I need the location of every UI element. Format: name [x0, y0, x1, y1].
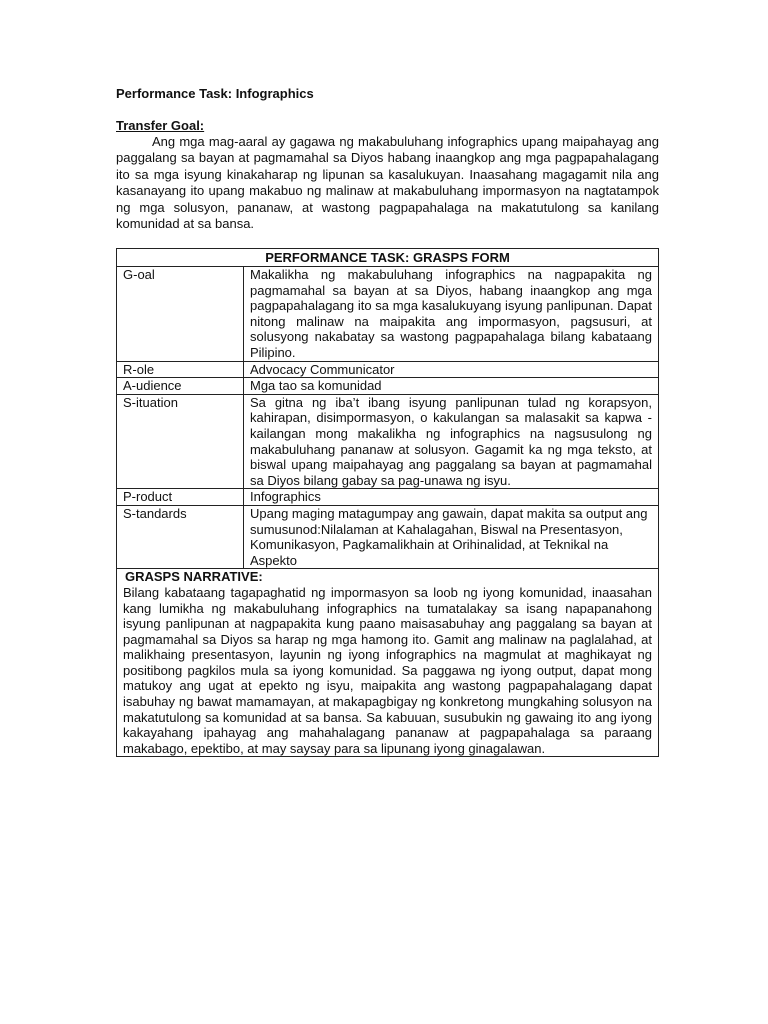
grasps-value-role: Advocacy Communicator	[244, 361, 659, 378]
grasps-label-audience: A-udience	[117, 378, 244, 395]
grasps-value-standards: Upang maging matagumpay ang gawain, dapat makita sa output ang sumusunod:Nilalaman at Kahalagahan, Biswal na Presentasyon, Komunikasyon, Pagkamalikhain at Orihinalidad, at Teknikal na Aspekto	[244, 505, 659, 568]
document-page	[116, 86, 659, 757]
grasps-row-standards	[117, 505, 659, 568]
grasps-narrative-text: Bilang kabataang tagapaghatid ng impormasyon sa loob ng iyong komunidad, inaasahan kang lumikha ng makabuluhang infographics na tumatalakay sa isang napapanahong isyung panlipunan at nagpapakita kung paano maisasabuhay ang paggalang sa bayan at pagmamahal sa Diyos sa harap ng mga hamong ito. Gamit ang malinaw na paglalahad, at malikhaing presentasyon, layunin ng iyong infographics na magmulat at maghikayat ng positibong pagkilos mula sa iyong komunidad. Sa paggawa ng iyong output, dapat mong matukoy ang ugat at epekto ng isyu, maipakita ang wastong pagpapahalagang dapat isabuhay ng bawat mamamayan, at makapagbigay ng konkretong mungkahing solusyon na makatutulong sa komunidad at sa bansa. Sa kabuuan, susubukin ng gawaing ito ang iyong kakayahang ipahayag ang mahahalagang pananaw at pagpapahalaga sa paraang makabago, epektibo, at may saysay para sa lipunang iyong ginagalawan.	[123, 584, 652, 756]
grasps-label-situation: S-ituation	[117, 394, 244, 489]
grasps-narrative-cell	[117, 569, 659, 757]
grasps-value-audience: Mga tao sa komunidad	[244, 378, 659, 395]
grasps-value-goal: Makalikha ng makabuluhang infographics na nagpapakita ng pagmamahal sa bayan at sa Diyos, habang inaangkop ang mga pagpapahalagang ito sa mga kasalukuyang isyung panlipunan. Dapat nitong malinaw na maipakita ang impormasyon, pagsusuri, at solusyong nakabatay sa wastong pagpapahalaga bilang kabataang Pilipino.	[244, 267, 659, 362]
grasps-label-role: R-ole	[117, 361, 244, 378]
grasps-row-role	[117, 361, 659, 378]
grasps-table-header: PERFORMANCE TASK: GRASPS FORM	[117, 249, 659, 267]
grasps-value-situation: Sa gitna ng iba’t ibang isyung panlipunan tulad ng korapsyon, kahirapan, disimpormasyon, o kakulangan sa malasakit sa kapwa -kailangan mong makalikha ng infographics na nagsusulong ng makabuluhang pananaw at solusyon. Gagamit ka ng mga teksto, at biswal upang maipahayag ang paggalang sa bayan at pagmamahal sa Diyos bilang gabay sa pag-unawa ng isyu.	[244, 394, 659, 489]
grasps-label-product: P-roduct	[117, 489, 244, 506]
grasps-row-audience	[117, 378, 659, 395]
grasps-narrative-heading: GRASPS NARRATIVE:	[125, 569, 263, 585]
transfer-goal-text: Ang mga mag-aaral ay gagawa ng makabuluhang infographics upang maipahayag ang paggalang sa bayan at pagmamahal sa Diyos habang inaangkop ang mga pagpapahalagang ito sa mga isyung kinakaharap ng lipunan sa kasalukuyan. Inaasahang magagamit nila ang kasanayang ito upang makabuo ng malinaw at makabuluhang impormasyon na nagtatampok ng mga solusyon, pananaw, at wastong pagpapahalaga na makatutulong sa kanilang komunidad at sa bansa.	[116, 134, 659, 232]
grasps-label-goal: G-oal	[117, 267, 244, 362]
grasps-row-goal	[117, 267, 659, 362]
grasps-table	[116, 248, 659, 757]
grasps-row-product	[117, 489, 659, 506]
transfer-goal-heading: Transfer Goal:	[116, 118, 205, 133]
grasps-label-standards: S-tandards	[117, 505, 244, 568]
grasps-header-row	[117, 249, 659, 267]
grasps-narrative-row	[117, 569, 659, 757]
grasps-value-product: Infographics	[244, 489, 659, 506]
document-title: Performance Task: Infographics	[116, 86, 314, 101]
grasps-row-situation	[117, 394, 659, 489]
